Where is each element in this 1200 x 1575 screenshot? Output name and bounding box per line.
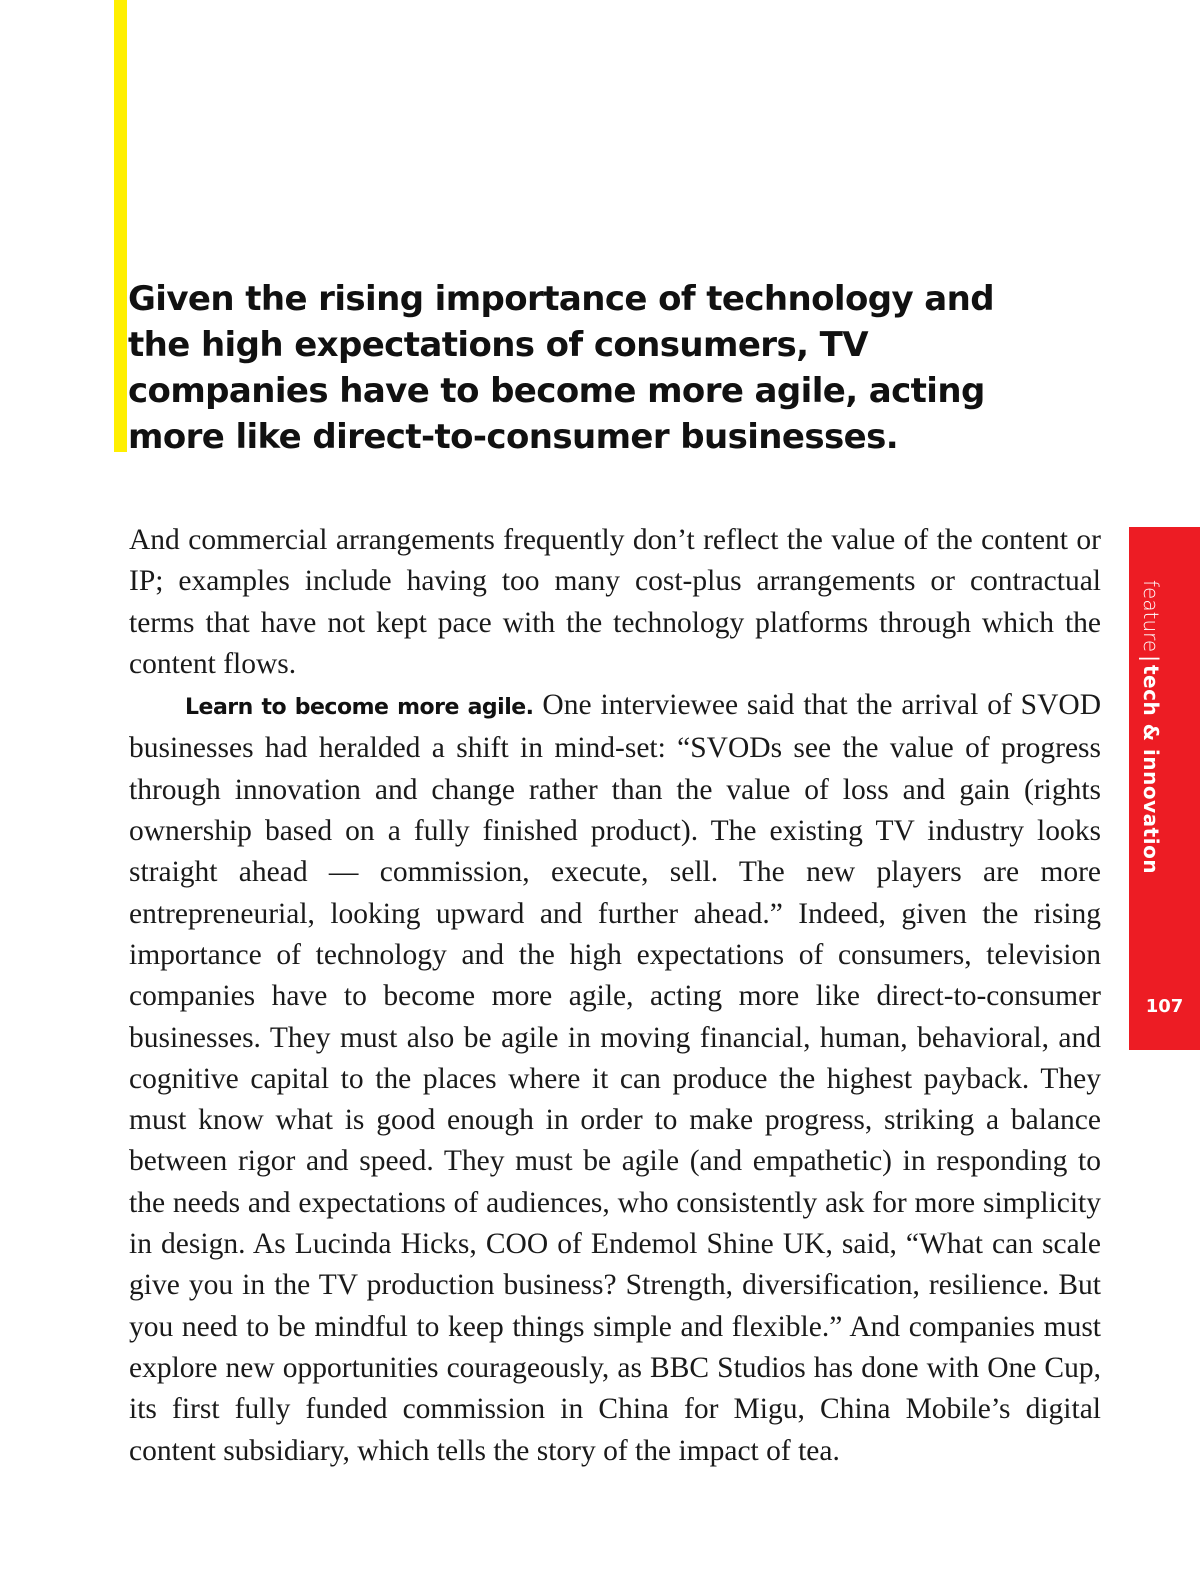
section-name: feature	[1139, 580, 1163, 653]
body-paragraph-2	[129, 685, 1101, 1472]
section-label	[1139, 580, 1163, 874]
accent-bar	[114, 0, 127, 452]
page-number: 107	[1145, 996, 1184, 1017]
section-separator: |	[1139, 655, 1163, 662]
body-paragraph-2-text: One interviewee said that the arrival of SVOD businesses had heralded a shift in mind-set: “SVODs see the value of progress through innovation and change rather than the value of loss and gain (rights ownership based on a fully finished product). The existing TV industry looks straight ahead — commission, execute, sell. The new players are more entrepreneurial, looking upward and further ahead.” Indeed, given the rising importance of technology and the high expectations of consumers, television companies have to become more agile, acting more like direct-to-consumer businesses. They must also be agile in moving financial, human, behavioral, and cognitive capital to the places where it can produce the highest payback. They must know what is good enough in order to make progress, striking a balance between rigor and speed. They must be agile (and empathetic) in responding to the needs and expectations of audiences, who consistently ask for more simplicity in design. As Lucinda Hicks, COO of Endemol Shine UK, said, “What can scale give you in the TV production business? Strength, diversification, resilience. But you need to be mindful to keep things simple and flexible.” And companies must explore new opportunities courageously, as BBC Studios has done with One Cup, its first fully funded commission in China for Migu, China Mobile’s digital content subsidiary, which tells the story of the impact of tea.	[129, 689, 1101, 1467]
section-topic: tech & innovation	[1139, 664, 1163, 875]
pull-quote: Given the rising importance of technology and the high expectations of consumers, TV companies have to become more agile, acting more like direct-to-consumer businesses.	[128, 279, 994, 457]
body-paragraph-1: And commercial arrangements frequently don’t reflect the value of the content or IP; examples include having too many cost-plus arrangements or contractual terms that have not kept pace with the technology platforms through which the content flows.	[129, 524, 1101, 680]
run-in-heading: Learn to become more agile.	[185, 695, 534, 721]
article-body	[129, 520, 1101, 1472]
